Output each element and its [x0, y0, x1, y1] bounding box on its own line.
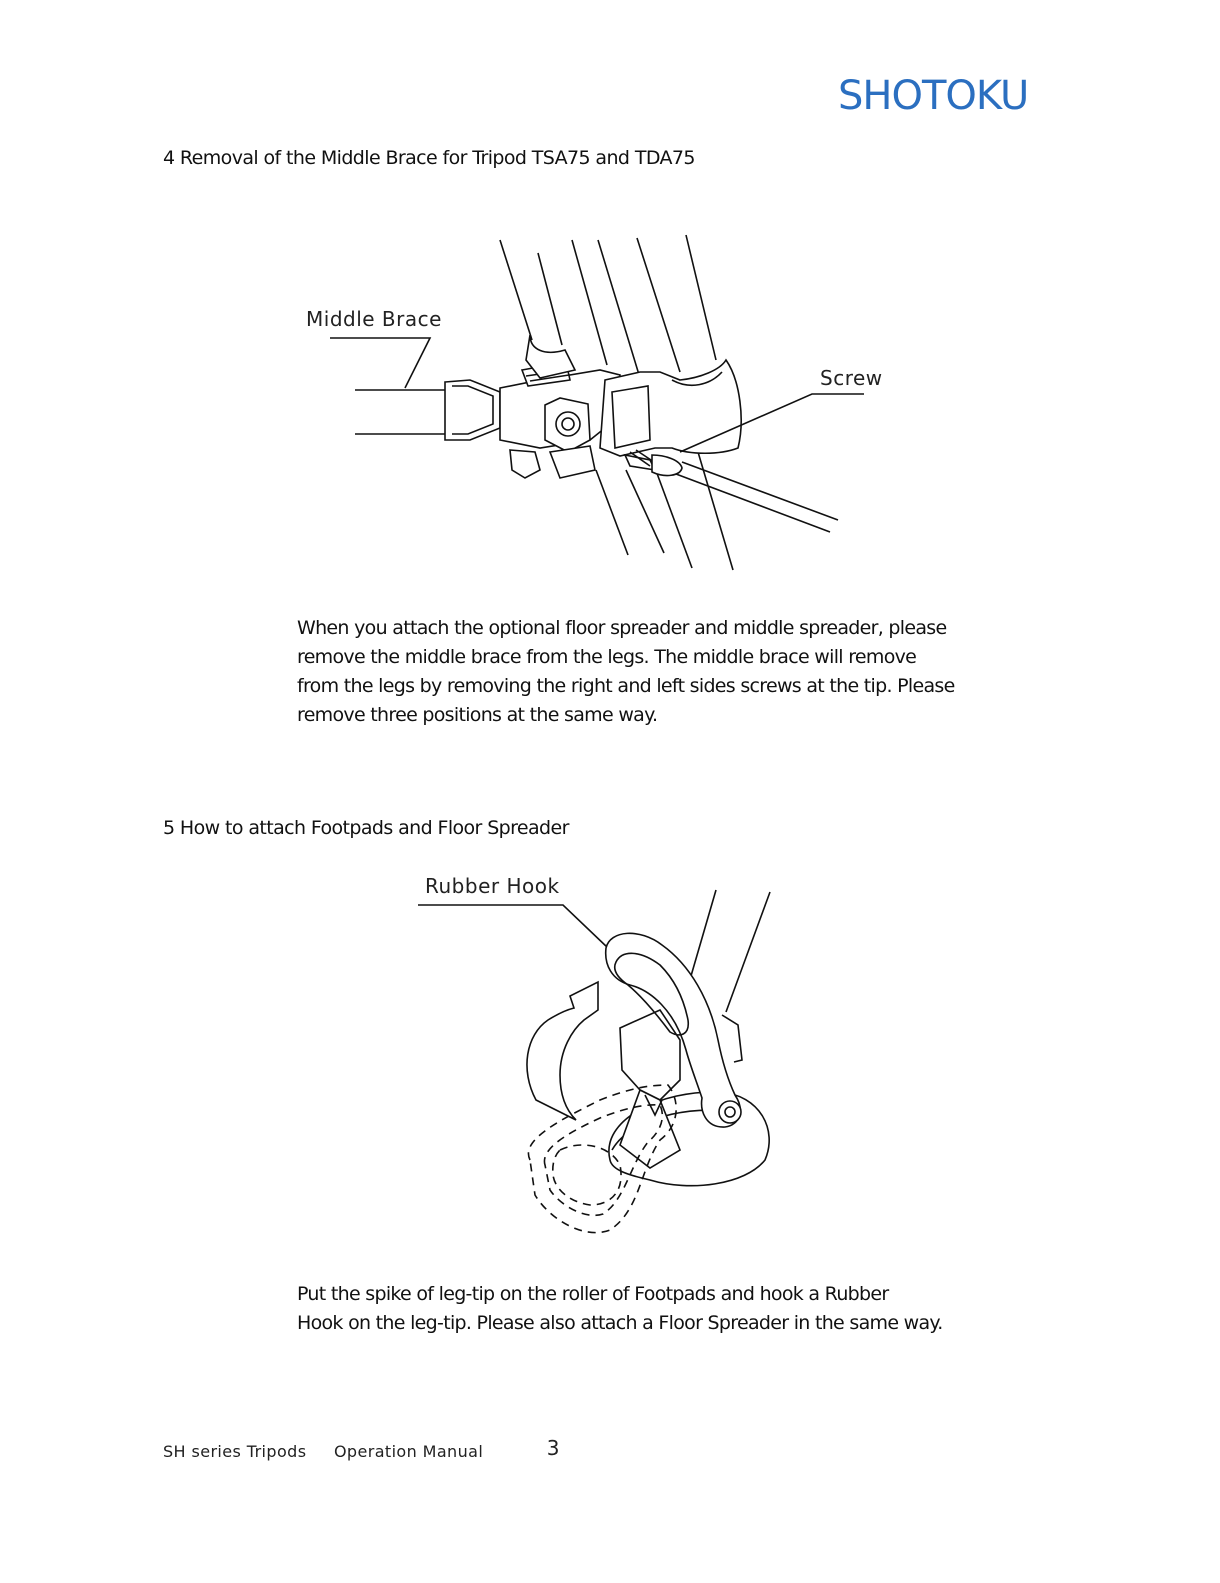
- paragraph-line: remove three positions at the same way.: [297, 704, 658, 726]
- paragraph-line: from the legs by removing the right and left sides screws at the tip. Please: [297, 675, 955, 697]
- paragraph-line: When you attach the optional floor spreader and middle spreader, please: [297, 617, 947, 639]
- footer-title: SH series Tripods: [163, 1442, 307, 1461]
- section-4-heading: 4 Removal of the Middle Brace for Tripod TSA75 and TDA75: [163, 147, 695, 169]
- footpad-illustration: [415, 885, 785, 1245]
- screw-callout: Screw: [820, 366, 883, 390]
- page-number: 3: [546, 1436, 560, 1460]
- paragraph-line: remove the middle brace from the legs. The middle brace will remove: [297, 646, 917, 668]
- section-5-paragraph: [297, 1280, 1017, 1338]
- section-4-paragraph: [297, 614, 1017, 730]
- paragraph-line: Hook on the leg-tip. Please also attach a Floor Spreader in the same way.: [297, 1312, 943, 1334]
- shotoku-logo: SHOTOKU: [838, 73, 1029, 119]
- rubber-hook-callout: Rubber Hook: [425, 874, 560, 898]
- section-5-heading: 5 How to attach Footpads and Floor Spreader: [163, 817, 569, 839]
- middle-brace-callout: Middle Brace: [306, 307, 442, 331]
- paragraph-line: Put the spike of leg-tip on the roller of Footpads and hook a Rubber: [297, 1283, 889, 1305]
- page-footer: [163, 1438, 560, 1462]
- middle-brace-illustration: [320, 225, 900, 575]
- footer-subtitle: Operation Manual: [333, 1442, 484, 1461]
